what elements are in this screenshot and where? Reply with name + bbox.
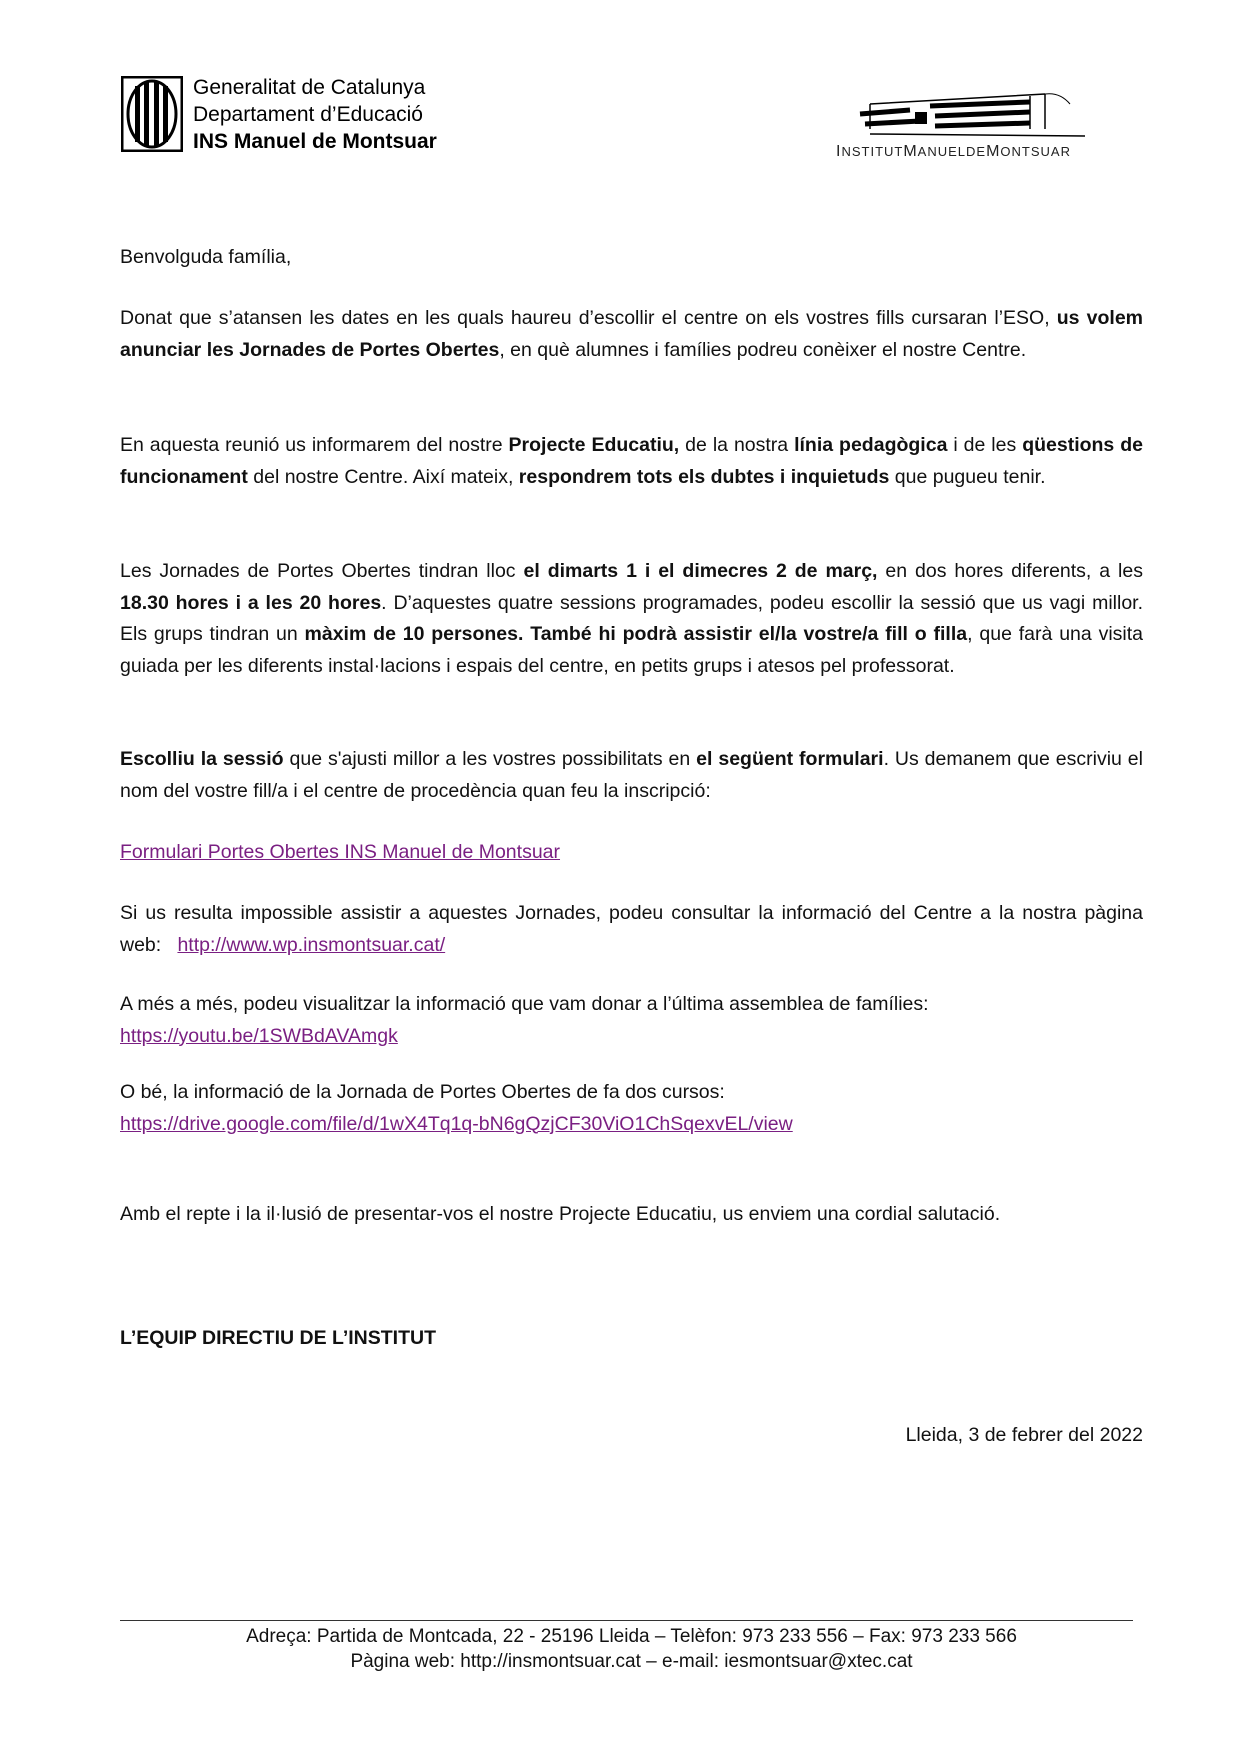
text: Les Jornades de Portes Obertes tindran lloc xyxy=(120,560,524,582)
text: . Us demanem que escriviu el nom del vostre fill/a i el centre de procedència quan feu la inscripció: xyxy=(120,748,1143,802)
footer-address: Adreça: Partida de Montcada, 22 - 25196 Lleida – Telèfon: 973 233 556 – Fax: 973 233 566 xyxy=(246,1626,1017,1647)
text: de la nostra xyxy=(679,434,795,456)
generalitat-seal-logo xyxy=(121,76,183,152)
bold-text: qüestions de funcionament xyxy=(120,434,1143,488)
bold-text: el següent formulari xyxy=(696,748,884,770)
form-link[interactable]: Formulari Portes Obertes INS Manuel de Montsuar xyxy=(120,841,561,863)
text: , que farà una visita guiada per les diferents instal·lacions i espais del centre, en petits grups i atesos pel professorat. xyxy=(120,623,1143,677)
footer xyxy=(120,1624,1143,1674)
video-link[interactable]: https://youtu.be/1SWBdAVAmgk xyxy=(120,1024,398,1047)
text: i de les xyxy=(947,434,1023,456)
paragraph-1 xyxy=(120,303,1143,366)
bold-text: us volem anunciar les Jornades de Portes Obertes xyxy=(120,307,1143,361)
video-paragraph xyxy=(120,989,1143,1052)
text: , en què alumnes i famílies podreu conèixer el nostre Centre. xyxy=(499,338,1027,361)
text: que pugueu tenir. xyxy=(889,465,1046,488)
footer-web-email: Pàgina web: http://insmontsuar.cat – e-mail: iesmontsuar@xtec.cat xyxy=(350,1651,913,1672)
drive-paragraph xyxy=(120,1077,1143,1140)
paragraph-2 xyxy=(120,430,1143,493)
signature: L’EQUIP DIRECTIU DE L’INSTITUT xyxy=(120,1327,436,1349)
bold-text: respondrem tots els dubtes i inquietuds xyxy=(518,465,890,488)
drive-text: O bé, la informació de la Jornada de Portes Obertes de fa dos cursos: xyxy=(120,1081,725,1103)
paragraph-3 xyxy=(120,556,1143,682)
text: en dos hores diferents, a les xyxy=(877,560,1143,582)
bold-text: Projecte Educatiu, xyxy=(508,434,680,456)
bold-text: 18.30 hores i a les 20 hores xyxy=(120,591,382,614)
institute-logo-text: INSTITUTMANUELDEMONTSUAR xyxy=(836,143,1071,160)
drive-link[interactable]: https://drive.google.com/file/d/1wX4Tq1q-bN6gQzjCF30ViO1ChSqexvEL/view xyxy=(120,1112,793,1135)
greeting: Benvolguda família, xyxy=(120,246,292,268)
text: Donat que s’atansen les dates en les quals haureu d’escollir el centre on els vostres fills cursaran l’ESO, xyxy=(120,307,1057,329)
form-link-block xyxy=(120,837,1143,869)
bold-text: línia pedagògica xyxy=(794,434,948,456)
text: que s'ajusti millor a les vostres possibilitats en xyxy=(283,748,697,770)
web-link[interactable]: http://www.wp.insmontsuar.cat/ xyxy=(177,933,446,956)
org-line-2: Departament d’Educació xyxy=(193,103,423,126)
text: En aquesta reunió us informarem del nostre xyxy=(120,434,509,456)
video-text: A més a més, podeu visualitzar la informació que vam donar a l’última assemblea de famílies: xyxy=(120,993,929,1015)
bold-text: el dimarts 1 i el dimecres 2 de març, xyxy=(523,560,878,582)
text: . D’aquestes quatre sessions programades, podeu escollir la sessió que us vagi millor. Els grups tindran un xyxy=(120,591,1143,646)
closing: Amb el repte i la il·lusió de presentar-vos el nostre Projecte Educatiu, us enviem una cordial salutació. xyxy=(120,1203,1001,1225)
letter-date: Lleida, 3 de febrer del 2022 xyxy=(905,1424,1143,1446)
bold-text: Escolliu la sessió xyxy=(120,748,284,770)
web-paragraph xyxy=(120,898,1149,961)
footer-divider xyxy=(120,1620,1133,1621)
header-org xyxy=(193,74,437,155)
web-text: Si us resulta impossible assistir a aquestes Jornades, podeu consultar la informació del Centre a la nostra pàgina web: xyxy=(120,902,1149,956)
bold-text: màxim de 10 persones. També hi podrà assistir el/la vostre/a fill o filla xyxy=(304,623,968,646)
org-line-1: Generalitat de Catalunya xyxy=(193,76,426,99)
org-line-3: INS Manuel de Montsuar xyxy=(193,130,437,153)
paragraph-4 xyxy=(120,744,1143,807)
text: del nostre Centre. Així mateix, xyxy=(247,465,519,488)
